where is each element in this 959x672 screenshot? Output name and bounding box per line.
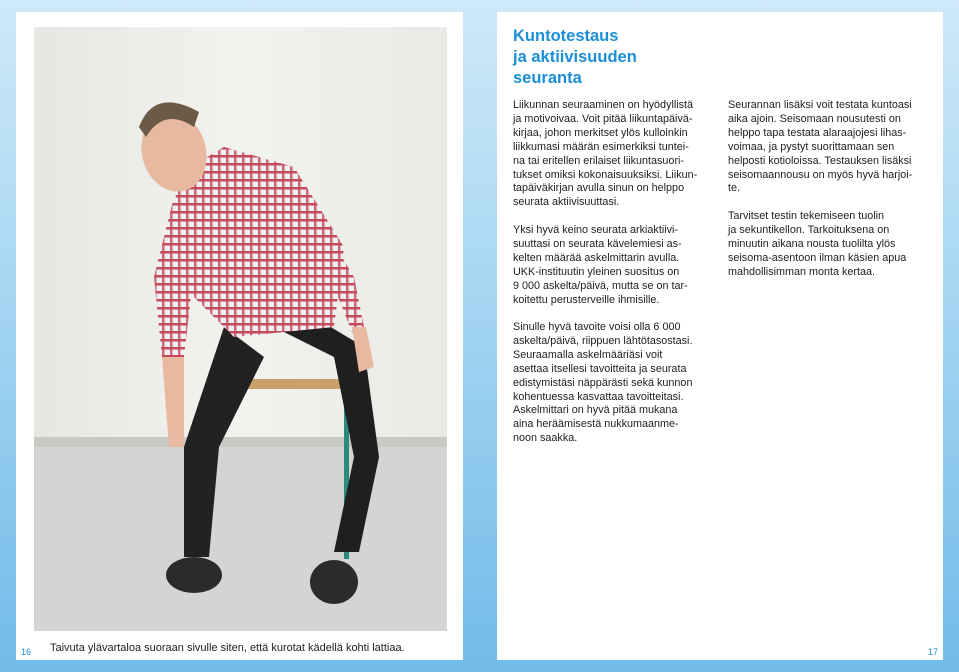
- text-line: helposti kotioloissa. Testauksen lisäksi: [728, 154, 912, 167]
- text-line: suuttasi on seurata kävelemiesi as-: [513, 238, 682, 251]
- text-line: asettaa itsellesi tavoitteita ja seurata: [513, 362, 687, 375]
- page-number-left: 16: [21, 647, 32, 657]
- text-line: te.: [728, 182, 741, 195]
- text-line: koitettu perusterveille ihmisille.: [513, 293, 660, 306]
- text-line: aina heräämisestä nukkumaanme-: [513, 418, 679, 431]
- heading-line3: seuranta: [513, 69, 582, 87]
- column-2: [728, 99, 933, 294]
- text-line: seurata aktiivisuuttasi.: [513, 196, 620, 209]
- column-1: [513, 99, 718, 321]
- heading-line2: ja aktiivisuuden: [513, 48, 637, 66]
- paragraph-4: [728, 99, 933, 196]
- text-line: seisoma-asentoon ilman käsien apua: [728, 251, 907, 264]
- text-line: helppo tapa testata alaraajojesi lihas-: [728, 126, 907, 139]
- page-number-right: 17: [927, 647, 938, 657]
- left-page: [16, 12, 463, 660]
- text-line: minuutin aikana nousta tuolilta ylös: [728, 238, 896, 251]
- text-line: kelten määrää askelmittarin avulla.: [513, 251, 680, 264]
- text-line: Tarvitset testin tekemiseen tuolin: [728, 210, 885, 223]
- section-heading: [513, 26, 713, 89]
- text-line: noon saakka.: [513, 432, 578, 445]
- text-line: ja sekuntikellon. Tarkoituksena on: [728, 224, 890, 237]
- text-line: kirjaa, johon merkitset ylös kulloinkin: [513, 126, 688, 139]
- text-line: Seurannan lisäksi voit testata kuntoasi: [728, 99, 912, 111]
- text-line: kohentuessa kasvattaa tavoitteitasi.: [513, 390, 684, 403]
- text-line: aika ajoin. Seisomaan nousutesti on: [728, 112, 901, 125]
- photo-caption: Taivuta ylävartaloa suoraan sivulle siten, että kurotat kädellä kohti lattiaa.: [50, 642, 405, 654]
- text-line: Yksi hyvä keino seurata arkiaktiivi-: [513, 224, 679, 237]
- paragraph-2: [513, 224, 718, 307]
- text-line: askelta/päivä, riippuen lähtötasostasi.: [513, 334, 693, 347]
- text-line: Seuraamalla askelmääriäsi voit: [513, 348, 663, 361]
- column-1-lower: [513, 321, 718, 460]
- text-line: edistymistäsi näppärästi sekä kunnon: [513, 376, 693, 389]
- text-line: Sinulle hyvä tavoite voisi olla 6 000: [513, 321, 681, 333]
- text-line: liikkumasi määrän esimerkiksi tuntei-: [513, 140, 689, 153]
- photo-illustration: [34, 27, 447, 631]
- text-line: Liikunnan seuraaminen on hyödyllistä: [513, 99, 694, 111]
- text-line: 9 000 askelta/päivä, mutta se on tar-: [513, 279, 688, 292]
- paragraph-1: [513, 99, 718, 210]
- text-line: na tai eritellen erilaiset liikuntasuori-: [513, 154, 685, 167]
- text-line: voimaa, ja pystyt suorittamaan sen: [728, 140, 895, 153]
- text-line: UKK-instituutin yleinen suositus on: [513, 265, 680, 278]
- paragraph-5: [728, 210, 933, 280]
- text-line: tapäiväkirjan avulla sinun on helppo: [513, 182, 685, 195]
- text-line: seisomaannousu on myös hyvä harjoi-: [728, 168, 913, 181]
- text-line: ja motivoivaa. Voit pitää liikuntapäivä-: [513, 112, 693, 125]
- heading-line1: Kuntotestaus: [513, 27, 619, 45]
- paragraph-3: [513, 321, 718, 446]
- right-page: [497, 12, 943, 660]
- text-line: tukset omiksi kokonaisuuksiksi. Liikun-: [513, 168, 698, 181]
- exercise-photo: [34, 27, 447, 631]
- text-line: mahdollisimman monta kertaa.: [728, 265, 876, 278]
- text-line: Askelmittari on hyvä pitää mukana: [513, 404, 678, 417]
